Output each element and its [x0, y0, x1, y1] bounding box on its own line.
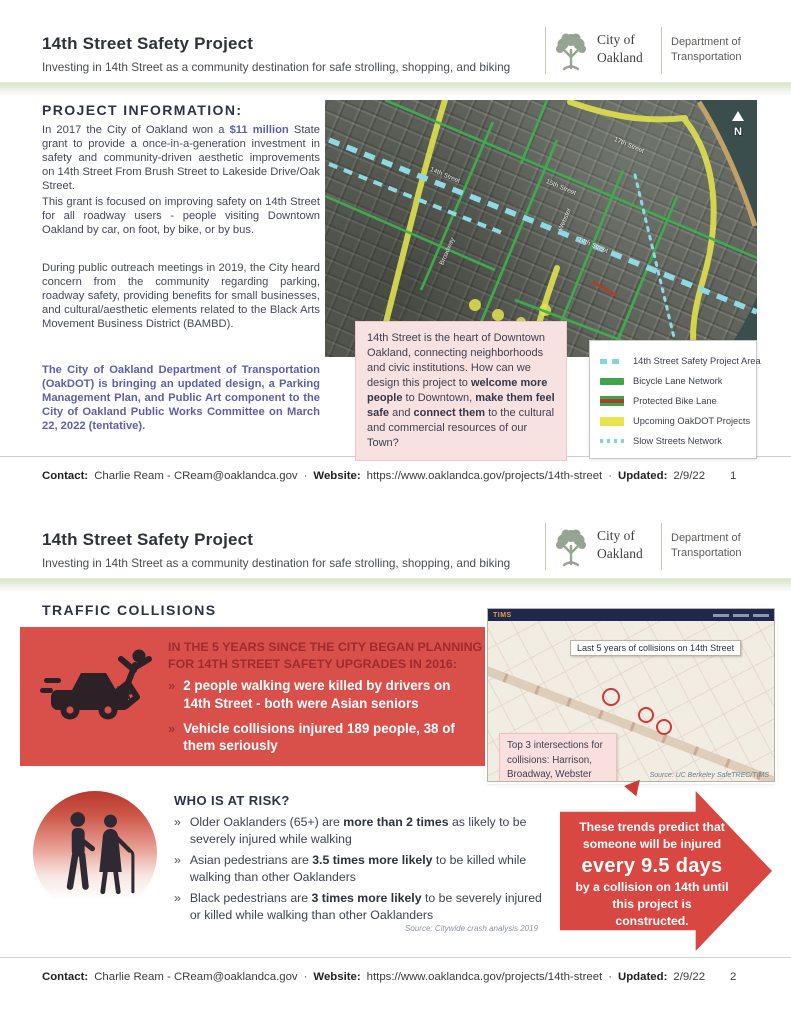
logo-dept-line2: Transportation [671, 547, 742, 560]
bullet-marker: » [174, 853, 181, 867]
footer-divider [0, 957, 791, 958]
legend-item [600, 371, 746, 391]
logo-divider [661, 27, 662, 74]
callout-bold: welcome more people [367, 377, 548, 404]
bike-lane-swatch [600, 378, 624, 385]
legend-item [600, 411, 751, 431]
website-label: Website: [313, 470, 361, 482]
contact-label: Contact: [42, 470, 89, 482]
arrow-line-1: These trends predict that someone will be injured [579, 820, 725, 852]
legend-label: Slow Streets Network [633, 436, 722, 446]
department-wordmark [671, 531, 742, 562]
collision-hotspot-ring [656, 719, 672, 735]
city-of-oakland-wordmark [597, 31, 643, 66]
bullet-marker: » [174, 815, 181, 829]
page-number: 1 [730, 470, 737, 482]
bullet-marker: » [174, 891, 181, 905]
map-street-label: 14th Street [576, 236, 609, 255]
department-wordmark [671, 35, 742, 66]
arrow-line-2: by a collision on 14th until this project is constructed. [575, 880, 729, 929]
footer [42, 470, 705, 482]
grant-amount-highlight: $11 million [229, 124, 289, 136]
section-heading-who-is-at-risk: WHO IS AT RISK? [174, 793, 290, 808]
project-paragraph-1 [42, 124, 320, 194]
community-callout [355, 321, 567, 461]
map-street-label: Broadway [438, 236, 457, 267]
project-paragraph-3: During public outreach meetings in 2019, the City heard concern from the community regarding parking, roadway safety, providing benefits for small businesses, and cultural/aesthetic elements related to the Black Arts Movement Business District (BAMBD). [42, 262, 320, 330]
legend-label: Protected Bike Lane [633, 396, 717, 406]
legend-item [600, 391, 746, 411]
slow-streets-swatch [600, 439, 624, 443]
logo-city-line1: City of [597, 528, 635, 543]
callout-bold: make them feel safe [367, 392, 555, 419]
legend-item [600, 431, 746, 451]
page-number: 2 [730, 971, 737, 983]
paragraph-text: In 2017 the City of Oakland won a [42, 124, 230, 136]
bullet-text [190, 852, 548, 886]
bullet-marker: » [168, 720, 176, 736]
elderly-pedestrians-icon [33, 791, 157, 915]
collision-hotspot-ring [638, 707, 654, 723]
page-subtitle: Investing in 14th Street as a community destination for safe strolling, shopping, and biking [42, 60, 511, 74]
risk-text-plain: to be killed while walking than other Oaklanders [189, 853, 527, 884]
contact-label: Contact: [42, 971, 89, 983]
risk-bullet [174, 814, 548, 848]
page-subtitle: Investing in 14th Street as a community destination for safe strolling, shopping, and biking [42, 556, 511, 570]
map-legend [589, 340, 761, 459]
section-heading-project-information: PROJECT INFORMATION: [42, 102, 243, 118]
collision-bullet [168, 720, 476, 756]
tims-collision-map [487, 608, 775, 782]
legend-item [600, 351, 761, 371]
satellite-map [325, 100, 757, 357]
footer-separator: · [608, 971, 612, 983]
risk-text-plain: Asian pedestrians are [189, 853, 313, 867]
project-paragraph-2: This grant is focused on improving safety on 14th Street for all roadway users - people visiting Downtown Oakland by car, on foot, by bike, or by bus. [42, 196, 320, 236]
website-label: Website: [313, 971, 361, 983]
callout-text: 14th Street is the heart of Downtown Oakland, connecting neighborhoods and civic institutions. How can we design this project to [367, 332, 545, 389]
legend-label: Upcoming OakDOT Projects [633, 416, 751, 426]
updated-value: 2/9/22 [673, 971, 706, 983]
logo-dept-line2: Transportation [671, 51, 742, 64]
trend-arrow-callout [560, 791, 772, 951]
tims-map-body [488, 621, 774, 782]
callout-text: and [389, 407, 414, 419]
risk-bullet [174, 852, 548, 886]
logo-city-line1: City of [597, 32, 635, 47]
risk-text-plain: to be severely injured or killed while walking than other Oaklanders [189, 891, 542, 922]
footer-separator: · [608, 470, 612, 482]
section-heading-traffic-collisions: TRAFFIC COLLISIONS [42, 602, 217, 618]
page-title: 14th Street Safety Project [42, 530, 254, 549]
collision-bullet [168, 677, 476, 713]
collision-map-source: Source: UC Berkeley SafeTREC/TIMS [649, 772, 769, 779]
header-accent-bar [0, 82, 791, 95]
map-overlay-graphics [325, 100, 757, 357]
map-street-label: Webster [557, 207, 573, 232]
logo-dept-line1: Department of [671, 532, 741, 544]
logo-divider [545, 27, 546, 74]
website-value: https://www.oaklandca.gov/projects/14th-street [366, 971, 603, 983]
project-area-swatch [600, 359, 624, 364]
tims-logo: TIMS [493, 611, 512, 619]
collision-banner-heading: IN THE 5 YEARS SINCE THE CITY BEGAN PLANNING FOR 14TH STREET SAFETY UPGRADES IN 2016: [168, 640, 483, 671]
bullet-text [190, 814, 548, 848]
paragraph-text: State grant to provide a once-in-a-generation investment in safety and community-driven aesthetic improvements on 14th Street From Brush Street to Lakeside Drive/Oak Street. [42, 124, 320, 192]
protected-bike-lane-swatch [600, 396, 624, 406]
risk-bullets [174, 814, 548, 928]
logo-dept-line1: Department of [671, 36, 741, 48]
risk-text-plain: as likely to be severely injured while walking [189, 815, 527, 846]
updated-label: Updated: [618, 470, 668, 482]
map-street-label: 14th Street [428, 166, 461, 185]
header-accent-bar [0, 578, 791, 591]
logo-city-line2: Oakland [597, 49, 643, 65]
risk-text-bold: 3.5 times more likely [312, 853, 433, 867]
page-title: 14th Street Safety Project [42, 34, 254, 53]
arrow-text [575, 819, 729, 930]
city-of-oakland-wordmark [597, 527, 643, 562]
oakland-tree-logo-icon [551, 30, 591, 77]
risk-text-bold: 3 times more likely [311, 891, 422, 905]
website-value: https://www.oaklandca.gov/projects/14th-street [366, 470, 603, 482]
risk-bullet [174, 890, 548, 924]
callout-text: to the cultural and commercial resources of our Town? [367, 407, 555, 449]
arrow-highlight: every 9.5 days [581, 855, 723, 878]
compass-n-label: N [734, 126, 742, 138]
intersections-callout: Top 3 intersections for collisions: Harrison, Broadway, Webster [499, 733, 617, 782]
callout-bold: connect them [413, 407, 486, 419]
risk-source: Source: Citywide crash analysis 2019 [405, 924, 538, 933]
collision-map-title-label: Last 5 years of collisions on 14th Street [570, 640, 741, 656]
footer [42, 971, 705, 983]
compass-north-icon [728, 108, 748, 138]
map-street-label: 15th Street [544, 178, 577, 197]
footer-separator: · [303, 470, 308, 482]
upcoming-projects-swatch [600, 417, 624, 426]
bullet-marker: » [168, 678, 176, 693]
logo-divider [661, 523, 662, 570]
contact-value: Charlie Ream - CReam@oaklandca.gov [94, 971, 298, 983]
legend-label: 14th Street Safety Project Area [633, 356, 761, 366]
tims-menu [713, 614, 769, 617]
legend-label: Bicycle Lane Network [633, 376, 723, 386]
footer-separator: · [303, 971, 308, 983]
risk-text-bold: more than 2 times [343, 815, 449, 829]
risk-text-plain: Older Oaklanders (65+) are [189, 815, 344, 829]
updated-value: 2/9/22 [673, 470, 706, 482]
tims-titlebar [488, 609, 774, 621]
collision-bullets [168, 677, 476, 762]
bullet-text: Vehicle collisions injured 189 people, 38 of them seriously [183, 720, 455, 754]
project-paragraph-4: The City of Oakland Department of Transportation (OakDOT) is bringing an updated design, a Parking Management Plan, and Public Art component to the City of Oakland Public Works Committee on March 22, 2022 (tentative). [42, 364, 320, 432]
risk-text-plain: Black pedestrians are [189, 891, 312, 905]
bullet-text [190, 890, 548, 924]
oakland-tree-logo-icon [551, 526, 591, 573]
bullet-text: 2 people walking were killed by drivers on 14th Street - both were Asian seniors [183, 678, 451, 711]
map-street-label: 17th Street [612, 136, 645, 155]
logo-city-line2: Oakland [597, 545, 643, 561]
callout-text: to Downtown, [402, 392, 476, 404]
logo-divider [545, 523, 546, 570]
car-crash-icon [40, 644, 158, 751]
collision-hotspot-ring [602, 688, 620, 706]
contact-value: Charlie Ream - CReam@oaklandca.gov [94, 470, 298, 482]
updated-label: Updated: [618, 971, 668, 983]
